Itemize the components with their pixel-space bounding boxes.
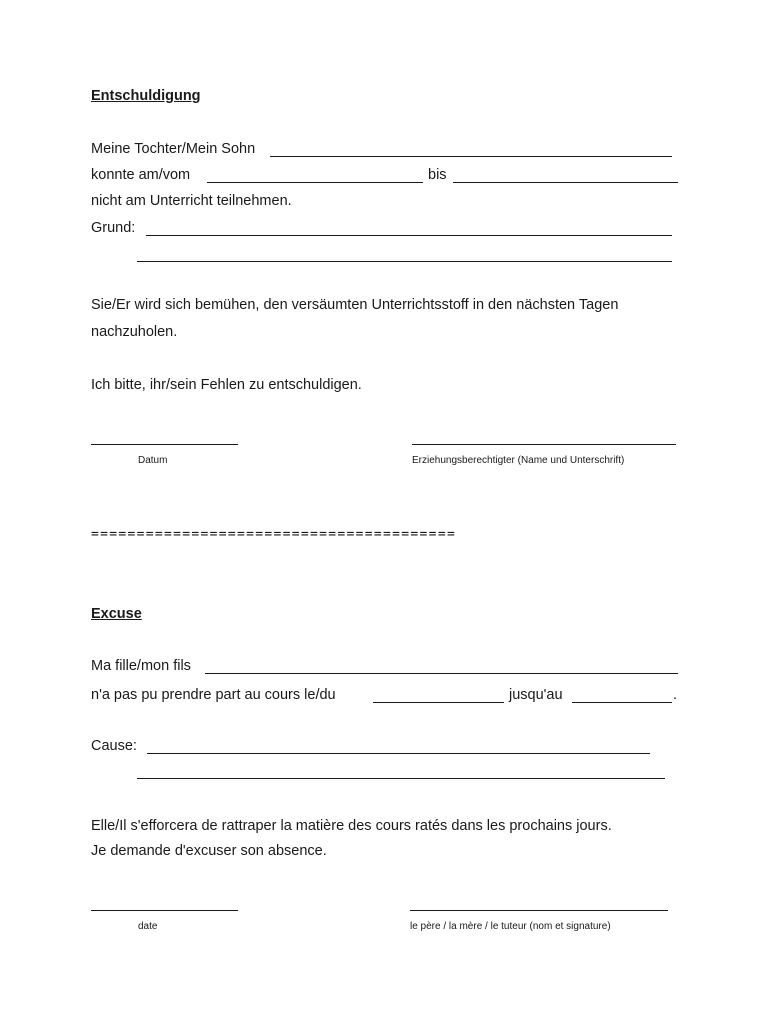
french-guardian-signature-line[interactable] <box>410 910 668 911</box>
german-child-label: Meine Tochter/Mein Sohn <box>91 141 256 157</box>
french-date-caption: date <box>138 921 158 932</box>
german-reason-label: Grund: <box>91 220 136 236</box>
german-date-to-label: bis <box>428 167 447 183</box>
french-date-to-field[interactable] <box>572 702 672 703</box>
german-date-signature-line[interactable] <box>91 444 238 445</box>
german-guardian-caption: Erziehungsberechtigter (Name und Unterschrift) <box>412 455 625 466</box>
german-date-from-field[interactable] <box>207 182 423 183</box>
german-child-name-field[interactable] <box>270 156 672 157</box>
french-paragraph-line-1: Elle/Il s'efforcera de rattraper la matière des cours ratés dans les prochains jours. <box>91 818 612 834</box>
french-period: . <box>673 687 678 703</box>
german-date-to-field[interactable] <box>453 182 678 183</box>
french-date-signature-line[interactable] <box>91 910 238 911</box>
german-paragraph-line-1: Sie/Er wird sich bemühen, den versäumten Unterrichtsstoff in den nächsten Tagen <box>91 297 619 313</box>
section-separator: ======================================== <box>91 527 457 542</box>
german-title: Entschuldigung <box>91 88 201 104</box>
french-child-name-field[interactable] <box>205 673 678 674</box>
german-reason-field-2[interactable] <box>137 261 672 262</box>
french-guardian-caption: le père / la mère / le tuteur (nom et signature) <box>410 921 611 932</box>
german-date-caption: Datum <box>138 455 168 466</box>
french-child-label: Ma fille/mon fils <box>91 658 191 674</box>
french-title: Excuse <box>91 606 142 622</box>
french-cause-field-1[interactable] <box>147 753 650 754</box>
french-cause-label: Cause: <box>91 738 137 754</box>
german-reason-field-1[interactable] <box>146 235 672 236</box>
french-date-from-field[interactable] <box>373 702 504 703</box>
german-request: Ich bitte, ihr/sein Fehlen zu entschuldigen. <box>91 377 362 393</box>
german-paragraph-line-2: nachzuholen. <box>91 324 178 340</box>
german-guardian-signature-line[interactable] <box>412 444 676 445</box>
french-paragraph-line-2: Je demande d'excuser son absence. <box>91 843 327 859</box>
french-cause-field-2[interactable] <box>137 778 665 779</box>
french-date-to-label: jusqu'au <box>509 687 563 703</box>
german-date-from-label: konnte am/vom <box>91 167 191 183</box>
german-absence-text: nicht am Unterricht teilnehmen. <box>91 193 292 209</box>
french-date-from-label: n'a pas pu prendre part au cours le/du <box>91 687 336 703</box>
